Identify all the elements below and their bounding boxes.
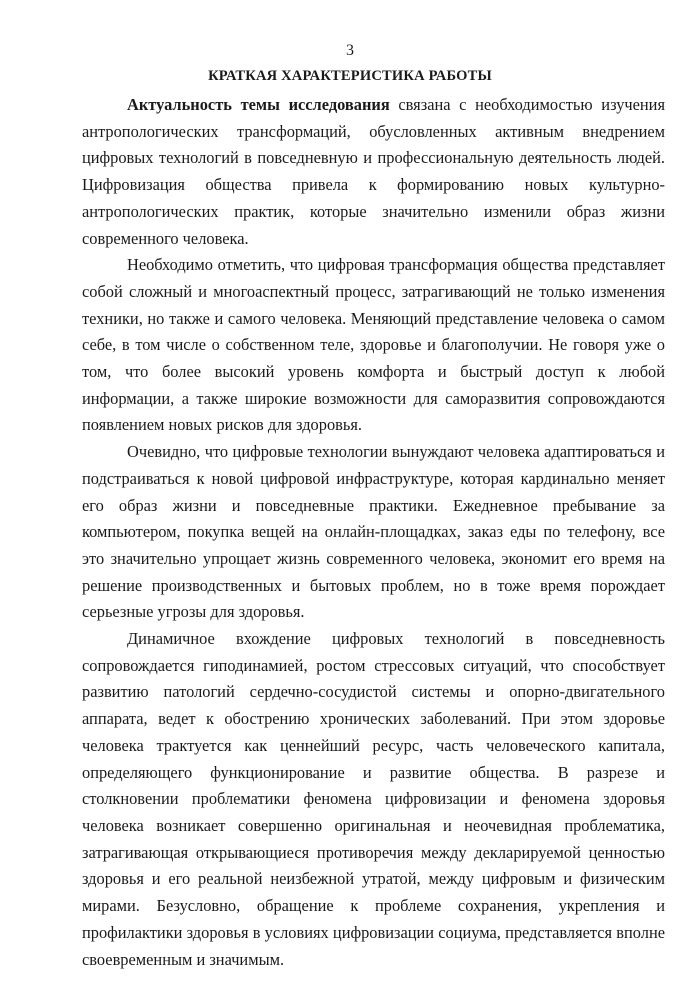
paragraph-relevance <box>82 92 665 252</box>
paragraph-digital-transformation: Необходимо отметить, что цифровая трансформация общества представляет собой сложный и многоаспектный процесс, затрагивающий не только изменения техники, но также и самого человека. Меняющий представление человека о самом себе, в том числе о собственном теле, здоровье и благополучии. Не говоря уже о том, что более высокий уровень комфорта и быстрый доступ к любой информации, а также широкие возможности для саморазвития сопровождаются появлением новых рисков для здоровья. <box>82 255 665 435</box>
section-title: КРАТКАЯ ХАРАКТЕРИСТИКА РАБОТЫ <box>208 68 492 84</box>
paragraph-lead-bold: Актуальность темы исследования <box>127 95 390 114</box>
paragraph-digital-technologies: Очевидно, что цифровые технологии вынуждают человека адаптироваться и подстраиваться к новой цифровой инфраструктуре, которая кардинально меняет его образ жизни и повседневные практики. Ежедневное пребывание за компьютером, покупка вещей на онлайн-площадках, заказ еды по телефону, все это значительно упрощает жизнь современного человека, экономит его время на решение производственных и бытовых проблем, но в тоже время порождает серьезные угрозы для здоровья. <box>82 442 665 622</box>
paragraph-text: связана с необходимостью изучения антропологических трансформаций, обусловленных активным внедрением цифровых технологий в повседневную и профессиональную деятельность людей. Цифровизация общества привела к формированию новых культурно-антропологических практик, которые значительно изменили образ жизни современного человека. <box>82 95 665 248</box>
body-text <box>82 92 665 973</box>
paragraph-health-risks: Динамичное вхождение цифровых технологий в повседневность сопровождается гиподинамией, ростом стрессовых ситуаций, что способствует развитию патологий сердечно-сосудистой системы и опорно-двигательного аппарата, ведет к обострению хронических заболеваний. При этом здоровье человека трактуется как ценнейший ресурс, часть человеческого капитала, определяющего функционирование и развитие общества. В разрезе и столкновении проблематики феномена цифровизации и феномена здоровья человека возникает совершенно оригинальная и неочевидная проблематика, затрагивающая открывающиеся противоречия между декларируемой ценностью здоровья и его реальной неизбежной утратой, между цифровым и физическим мирами. Безусловно, обращение к проблеме сохранения, укрепления и профилактики здоровья в условиях цифровизации социума, представляется вполне своевременным и значимым. <box>82 629 665 969</box>
page-number: 3 <box>346 42 354 59</box>
